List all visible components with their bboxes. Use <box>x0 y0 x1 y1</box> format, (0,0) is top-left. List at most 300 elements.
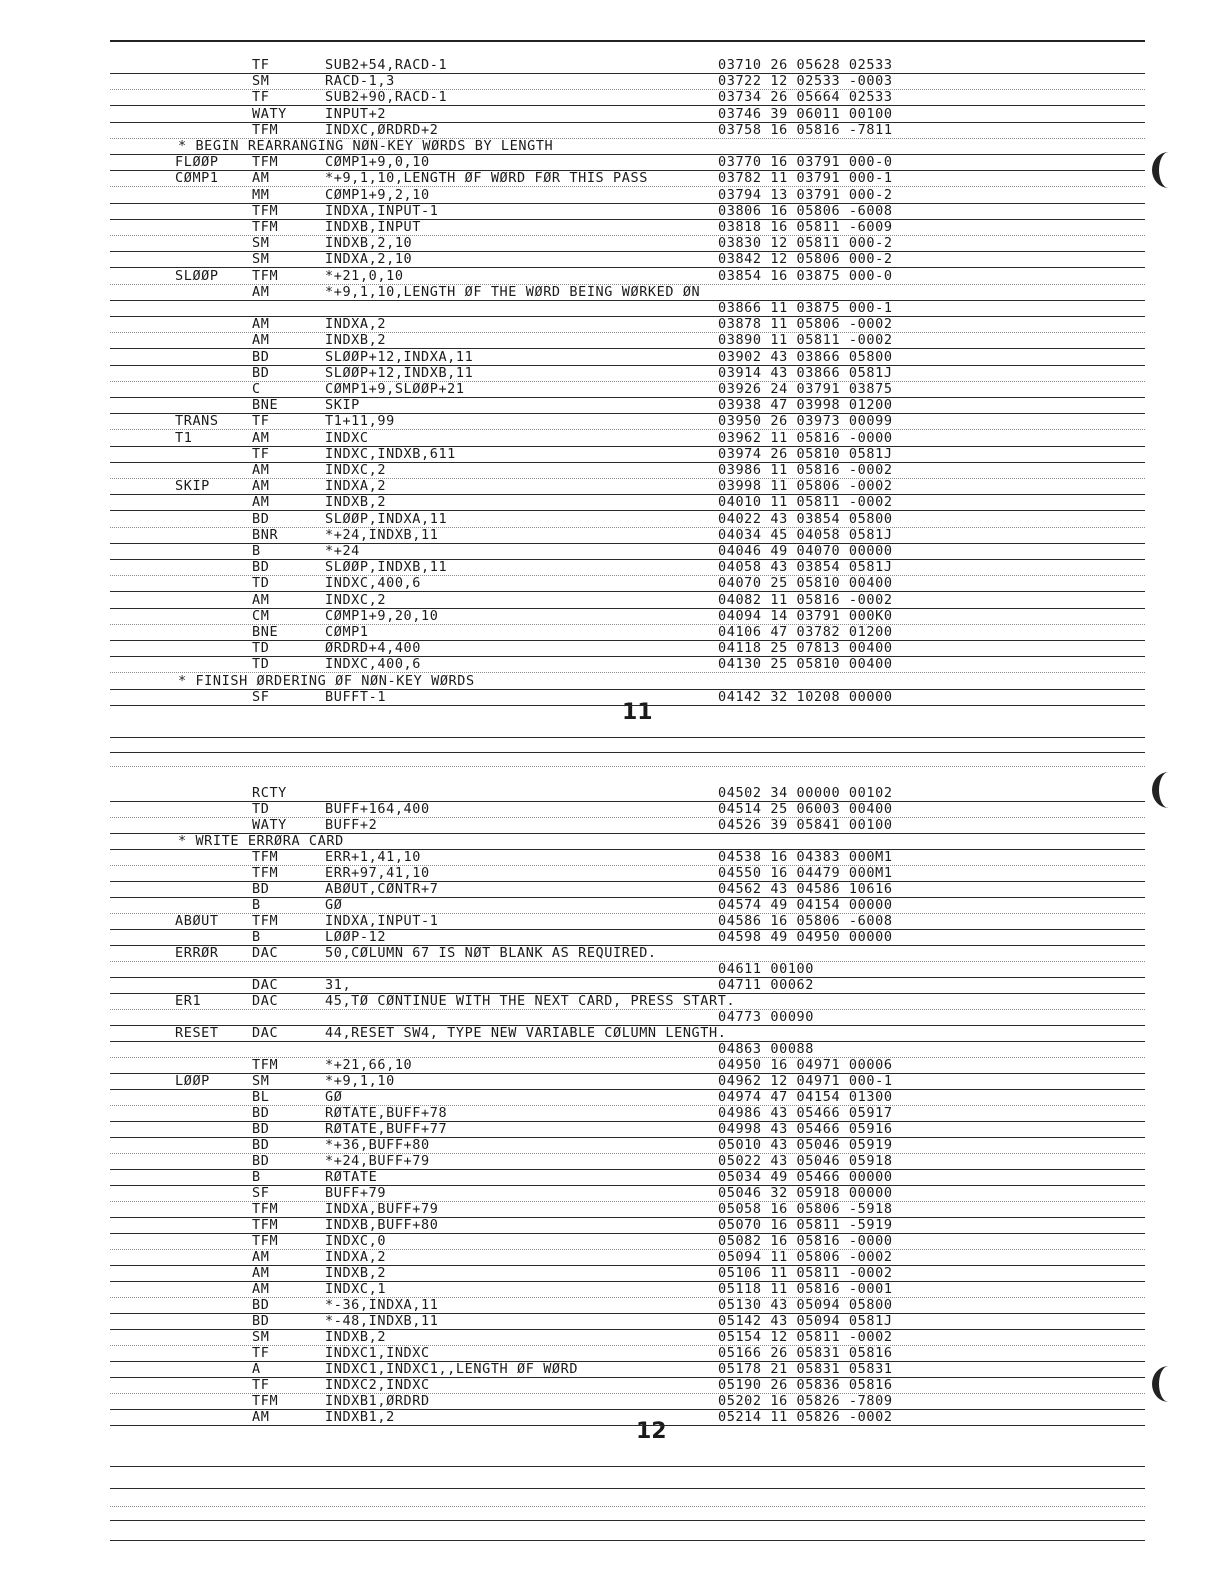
operand-field: BUFF+164,400 <box>325 801 430 817</box>
operand-field: LØØP-12 <box>325 929 387 945</box>
operand-field: INDXC,400,6 <box>325 656 422 673</box>
operand-field: INDXA,2 <box>325 316 387 333</box>
listing-row <box>0 1073 1224 1089</box>
listing-row <box>0 89 1224 105</box>
machine-code-field: 03842 12 05806 000-2 <box>718 251 893 268</box>
label-field: ERRØR <box>175 945 219 961</box>
operand-field: INDXB,2 <box>325 494 387 511</box>
machine-code-field: 05070 16 05811 -5919 <box>718 1217 893 1233</box>
operand-field: *-48,INDXB,11 <box>325 1313 439 1329</box>
opcode-field: AM <box>252 494 270 511</box>
opcode-field: AM <box>252 591 270 608</box>
listing-row <box>0 897 1224 913</box>
machine-code-field: 05094 11 05806 -0002 <box>718 1249 893 1265</box>
listing-row <box>0 1105 1224 1121</box>
operand-field: RØTATE <box>325 1169 378 1185</box>
operand-field: BUFF+79 <box>325 1185 387 1201</box>
listing-row <box>0 993 1224 1009</box>
operand-field: INDXC <box>325 429 369 446</box>
operand-field: INDXB,2 <box>325 1265 387 1281</box>
machine-code-field: 03794 13 03791 000-2 <box>718 186 893 203</box>
opcode-field: BNE <box>252 624 279 640</box>
opcode-field: AM <box>252 1409 270 1425</box>
operand-field: SUB2+54,RACD-1 <box>325 57 448 73</box>
listing-row <box>0 865 1224 881</box>
operand-field: ERR+97,41,10 <box>325 865 430 881</box>
bottom-rule <box>110 1520 1145 1521</box>
opcode-field: BD <box>252 1313 270 1329</box>
machine-code-field: 04070 25 05810 00400 <box>718 575 893 592</box>
comment-line <box>0 673 1224 689</box>
opcode-field: B <box>252 897 261 913</box>
opcode-field: BNE <box>252 397 279 414</box>
operand-field: INDXB,BUFF+80 <box>325 1217 439 1233</box>
machine-code-field: 04974 47 04154 01300 <box>718 1089 893 1105</box>
opcode-field: AM <box>252 170 270 187</box>
operand-field: CØMP1+9,SLØØP+21 <box>325 381 465 397</box>
opcode-field: TFM <box>252 202 279 219</box>
listing-row <box>0 1281 1224 1297</box>
opcode-field: AM <box>252 429 270 446</box>
opcode-field: B <box>252 1169 261 1185</box>
listing-row <box>0 170 1224 186</box>
comment-line <box>0 833 1224 849</box>
listing-row <box>0 559 1224 575</box>
listing-row <box>0 381 1224 397</box>
operand-field: INDXA,INPUT-1 <box>325 913 439 929</box>
operand-field: *+21,66,10 <box>325 1057 413 1073</box>
listing-row <box>0 1297 1224 1313</box>
operand-field: *+21,0,10 <box>325 267 404 284</box>
listing-row <box>0 365 1224 381</box>
listing-row <box>0 527 1224 543</box>
listing-row <box>0 1361 1224 1377</box>
machine-code-field: 03974 26 05810 0581J <box>718 445 893 462</box>
machine-code-field: 05118 11 05816 -0001 <box>718 1281 893 1297</box>
machine-code-field: 05154 12 05811 -0002 <box>718 1329 893 1345</box>
listing-row <box>0 689 1224 705</box>
opcode-field: DAC <box>252 1025 279 1041</box>
listing-row <box>0 785 1224 801</box>
operand-field: *+24 <box>325 543 360 559</box>
operand-field: INPUT+2 <box>325 105 387 122</box>
opcode-field: TFM <box>252 154 279 171</box>
opcode-field: C <box>252 381 261 397</box>
listing-row <box>0 154 1224 170</box>
machine-code-field: 03818 16 05811 -6009 <box>718 219 893 235</box>
operand-field: CØMP1+9,0,10 <box>325 154 430 171</box>
listing-row <box>0 1393 1224 1409</box>
operand-field: INDXA,2 <box>325 1249 387 1265</box>
opcode-field: TFM <box>252 1233 279 1249</box>
listing-row <box>0 1249 1224 1265</box>
machine-code-field: 04598 49 04950 00000 <box>718 929 893 945</box>
opcode-field: WATY <box>252 817 287 833</box>
operand-field: INDXC1,INDXC <box>325 1345 430 1361</box>
machine-code-field: 04962 12 04971 000-1 <box>718 1073 893 1089</box>
machine-code-field: 05142 43 05094 0581J <box>718 1313 893 1329</box>
operand-field: SLØØP+12,INDXA,11 <box>325 348 474 365</box>
operand-field: SLØØP,INDXB,11 <box>325 559 448 576</box>
machine-code-field: 03782 11 03791 000-1 <box>718 170 893 187</box>
operand-field: ERR+1,41,10 <box>325 849 422 865</box>
listing-row <box>0 881 1224 897</box>
operand-field: INDXA,2,10 <box>325 251 413 268</box>
label-field: TRANS <box>175 413 219 430</box>
listing-row <box>0 977 1224 993</box>
operand-field: *+9,1,10 <box>325 1073 395 1089</box>
machine-code-field: 05082 16 05816 -0000 <box>718 1233 893 1249</box>
opcode-field: TFM <box>252 1393 279 1409</box>
machine-code-field: 04526 39 05841 00100 <box>718 817 893 833</box>
machine-code-field: 05202 16 05826 -7809 <box>718 1393 893 1409</box>
top-rule <box>110 40 1145 42</box>
operand-field: RØTATE,BUFF+77 <box>325 1121 448 1137</box>
opcode-field: TF <box>252 413 270 430</box>
opcode-field: SF <box>252 1185 270 1201</box>
listing-row <box>0 300 1224 316</box>
page-number-12: 12 <box>636 1419 667 1444</box>
opcode-field: B <box>252 929 261 945</box>
opcode-field: SM <box>252 235 270 252</box>
operand-field: INDXA,2 <box>325 478 387 495</box>
machine-code-field: 04773 00090 <box>718 1009 815 1025</box>
operand-field: 31, <box>325 977 352 993</box>
operand-field: INDXB,2 <box>325 1329 387 1345</box>
opcode-field: TFM <box>252 849 279 865</box>
opcode-field: AM <box>252 462 270 478</box>
label-field: RESET <box>175 1025 219 1041</box>
machine-code-field: 04550 16 04479 000M1 <box>718 865 893 881</box>
opcode-field: TD <box>252 640 270 657</box>
listing-row <box>0 413 1224 429</box>
listing-row <box>0 397 1224 413</box>
machine-code-field: 04950 16 04971 00006 <box>718 1057 893 1073</box>
machine-code-field: 03890 11 05811 -0002 <box>718 332 893 349</box>
operand-field: SLØØP,INDXA,11 <box>325 510 448 527</box>
comment-text: * BEGIN REARRANGING NØN-KEY WØRDS BY LENGTH <box>178 138 554 154</box>
listing-row <box>0 235 1224 251</box>
machine-code-field: 04058 43 03854 0581J <box>718 559 893 576</box>
machine-code-field: 04130 25 05810 00400 <box>718 656 893 673</box>
bottom-rule <box>110 1466 1145 1467</box>
opcode-field: DAC <box>252 977 279 993</box>
machine-code-field: 03986 11 05816 -0002 <box>718 462 893 478</box>
machine-code-field: 04538 16 04383 000M1 <box>718 849 893 865</box>
opcode-field: SM <box>252 73 270 90</box>
machine-code-field: 04711 00062 <box>718 977 815 993</box>
opcode-field: SM <box>252 1073 270 1089</box>
listing-row <box>0 913 1224 929</box>
machine-code-field: 04094 14 03791 000K0 <box>718 607 893 624</box>
listing-row <box>0 1217 1224 1233</box>
opcode-field: AM <box>252 332 270 349</box>
comment-text: * FINISH ØRDERING ØF NØN-KEY WØRDS <box>178 672 475 689</box>
opcode-field: WATY <box>252 105 287 122</box>
listing-row <box>0 511 1224 527</box>
operand-field: *+36,BUFF+80 <box>325 1137 430 1153</box>
opcode-field: BD <box>252 1153 270 1169</box>
operand-field: GØ <box>325 1089 343 1105</box>
label-field: ER1 <box>175 993 202 1009</box>
opcode-field: AM <box>252 1249 270 1265</box>
operand-field: 50,CØLUMN 67 IS NØT BLANK AS REQUIRED. <box>325 945 657 961</box>
machine-code-field: 05058 16 05806 -5918 <box>718 1201 893 1217</box>
listing-row <box>0 73 1224 89</box>
listing-row <box>0 1329 1224 1345</box>
operand-field: INDXC1,INDXC1,,LENGTH ØF WØRD <box>325 1361 579 1377</box>
listing-row <box>0 945 1224 961</box>
listing-row <box>0 446 1224 462</box>
machine-code-field: 03878 11 05806 -0002 <box>718 316 893 333</box>
listing-row <box>0 1409 1224 1425</box>
listing-row <box>0 494 1224 510</box>
operand-field: 45,TØ CØNTINUE WITH THE NEXT CARD, PRESS START. <box>325 993 736 1009</box>
section-divider <box>110 766 1145 767</box>
opcode-field: SM <box>252 1329 270 1345</box>
opcode-field: TF <box>252 89 270 106</box>
machine-code-field: 04986 43 05466 05917 <box>718 1105 893 1121</box>
listing-row <box>0 122 1224 138</box>
opcode-field: AM <box>252 1281 270 1297</box>
operand-field: *+24,BUFF+79 <box>325 1153 430 1169</box>
machine-code-field: 04046 49 04070 00000 <box>718 543 893 559</box>
machine-code-field: 05022 43 05046 05918 <box>718 1153 893 1169</box>
listing-row <box>0 849 1224 865</box>
comment-line <box>0 138 1224 154</box>
operand-field: ØRDRD+4,400 <box>325 640 422 657</box>
opcode-field: MM <box>252 186 270 203</box>
opcode-field: TF <box>252 445 270 462</box>
machine-code-field: 04611 00100 <box>718 961 815 977</box>
machine-code-field: 03758 16 05816 -7811 <box>718 121 893 138</box>
machine-code-field: 04022 43 03854 05800 <box>718 510 893 527</box>
label-field: SLØØP <box>175 267 219 284</box>
operand-field: INDXC,0 <box>325 1233 387 1249</box>
listing-row <box>0 817 1224 833</box>
listing-row <box>0 1313 1224 1329</box>
opcode-field: BD <box>252 1137 270 1153</box>
machine-code-field: 05034 49 05466 00000 <box>718 1169 893 1185</box>
operand-field: RACD-1,3 <box>325 73 395 90</box>
operand-field: INDXC,400,6 <box>325 575 422 592</box>
page-number-11: 11 <box>622 700 653 725</box>
listing-row <box>0 608 1224 624</box>
operand-field: *+24,INDXB,11 <box>325 526 439 543</box>
machine-code-field: 04574 49 04154 00000 <box>718 897 893 913</box>
machine-code-field: 03950 26 03973 00099 <box>718 413 893 430</box>
listing-row <box>0 1009 1224 1025</box>
label-field: LØØP <box>175 1073 210 1089</box>
machine-code-field: 05106 11 05811 -0002 <box>718 1265 893 1281</box>
listing-row <box>0 656 1224 672</box>
opcode-field: TFM <box>252 267 279 284</box>
operand-field: INDXB,INPUT <box>325 219 422 235</box>
operand-field: INDXB,2 <box>325 332 387 349</box>
label-field: CØMP1 <box>175 170 219 187</box>
operand-field: SLØØP+12,INDXB,11 <box>325 364 474 381</box>
listing-row <box>0 462 1224 478</box>
listing-row <box>0 349 1224 365</box>
opcode-field: AM <box>252 478 270 495</box>
listing-row <box>0 1201 1224 1217</box>
opcode-field: TF <box>252 1377 270 1393</box>
opcode-field: BNR <box>252 526 279 543</box>
opcode-field: TFM <box>252 219 279 235</box>
machine-code-field: 03710 26 05628 02533 <box>718 57 893 73</box>
machine-code-field: 05190 26 05836 05816 <box>718 1377 893 1393</box>
opcode-field: BD <box>252 348 270 365</box>
machine-code-field: 03962 11 05816 -0000 <box>718 429 893 446</box>
opcode-field: TF <box>252 1345 270 1361</box>
opcode-field: TF <box>252 57 270 73</box>
listing-row <box>0 961 1224 977</box>
machine-code-field: 05046 32 05918 00000 <box>718 1185 893 1201</box>
opcode-field: A <box>252 1361 261 1377</box>
machine-code-field: 03770 16 03791 000-0 <box>718 154 893 171</box>
opcode-field: TD <box>252 801 270 817</box>
opcode-field: DAC <box>252 945 279 961</box>
operand-field: INDXC,1 <box>325 1281 387 1297</box>
operand-field: CØMP1+9,2,10 <box>325 186 430 203</box>
listing-row <box>0 1233 1224 1249</box>
listing-row <box>0 1025 1224 1041</box>
opcode-field: BD <box>252 881 270 897</box>
listing-row <box>0 1153 1224 1169</box>
listing-row <box>0 640 1224 656</box>
opcode-field: BD <box>252 1297 270 1313</box>
listing-row <box>0 801 1224 817</box>
row-rule <box>110 1425 1145 1426</box>
operand-field: INDXC,2 <box>325 591 387 608</box>
operand-field: SUB2+90,RACD-1 <box>325 89 448 106</box>
listing-row <box>0 284 1224 300</box>
label-field: T1 <box>175 429 193 446</box>
listing-row <box>0 203 1224 219</box>
operand-field: INDXC2,INDXC <box>325 1377 430 1393</box>
machine-code-field: 04034 45 04058 0581J <box>718 526 893 543</box>
opcode-field: BL <box>252 1089 270 1105</box>
machine-code-field: 04998 43 05466 05916 <box>718 1121 893 1137</box>
opcode-field: AM <box>252 1265 270 1281</box>
operand-field: INDXB1,ØRDRD <box>325 1393 430 1409</box>
listing-row <box>0 1377 1224 1393</box>
listing-row <box>0 592 1224 608</box>
opcode-field: BD <box>252 1121 270 1137</box>
opcode-field: BD <box>252 510 270 527</box>
listing-row <box>0 316 1224 332</box>
machine-code-field: 05214 11 05826 -0002 <box>718 1409 893 1425</box>
machine-code-field: 03866 11 03875 000-1 <box>718 300 893 316</box>
machine-code-field: 04562 43 04586 10616 <box>718 881 893 897</box>
listing-row <box>0 187 1224 203</box>
listing-row <box>0 929 1224 945</box>
machine-code-field: 04502 34 00000 00102 <box>718 785 893 801</box>
operand-field: CØMP1+9,20,10 <box>325 607 439 624</box>
opcode-field: AM <box>252 316 270 333</box>
operand-field: INDXA,INPUT-1 <box>325 202 439 219</box>
opcode-field: TFM <box>252 1201 279 1217</box>
listing-row <box>0 478 1224 494</box>
listing-row <box>0 219 1224 235</box>
machine-code-field: 03722 12 02533 -0003 <box>718 73 893 90</box>
operand-field: ABØUT,CØNTR+7 <box>325 881 439 897</box>
listing-row <box>0 1057 1224 1073</box>
operand-field: *-36,INDXA,11 <box>325 1297 439 1313</box>
operand-field: 44,RESET SW4, TYPE NEW VARIABLE CØLUMN LENGTH. <box>325 1025 727 1041</box>
opcode-field: TFM <box>252 1057 279 1073</box>
listing-row <box>0 543 1224 559</box>
machine-code-field: 03914 43 03866 0581J <box>718 364 893 381</box>
machine-code-field: 03806 16 05806 -6008 <box>718 202 893 219</box>
machine-code-field: 03746 39 06011 00100 <box>718 105 893 122</box>
row-rule <box>110 705 1145 706</box>
machine-code-field: 05010 43 05046 05919 <box>718 1137 893 1153</box>
machine-code-field: 05178 21 05831 05831 <box>718 1361 893 1377</box>
opcode-field: TFM <box>252 865 279 881</box>
listing-row <box>0 1169 1224 1185</box>
operand-field: *+9,1,10,LENGTH ØF WØRD FØR THIS PASS <box>325 170 648 187</box>
operand-field: INDXC,INDXB,611 <box>325 445 456 462</box>
listing-row <box>0 332 1224 348</box>
label-field: SKIP <box>175 478 210 495</box>
listing-row <box>0 106 1224 122</box>
listing-row <box>0 268 1224 284</box>
machine-code-field: 04142 32 10208 00000 <box>718 688 893 705</box>
operand-field: GØ <box>325 897 343 913</box>
listing-row <box>0 1041 1224 1057</box>
listing-row <box>0 57 1224 73</box>
machine-code-field: 04586 16 05806 -6008 <box>718 913 893 929</box>
comment-text: * WRITE ERRØRA CARD <box>178 833 344 849</box>
machine-code-field: 03926 24 03791 03875 <box>718 381 893 397</box>
opcode-field: SM <box>252 251 270 268</box>
listing-row <box>0 1265 1224 1281</box>
machine-code-field: 03902 43 03866 05800 <box>718 348 893 365</box>
opcode-field: BD <box>252 559 270 576</box>
bottom-rule <box>110 1506 1145 1507</box>
listing-row <box>0 1089 1224 1105</box>
operand-field: RØTATE,BUFF+78 <box>325 1105 448 1121</box>
listing-row <box>0 251 1224 267</box>
label-field: ABØUT <box>175 913 219 929</box>
machine-code-field: 03938 47 03998 01200 <box>718 397 893 414</box>
operand-field: BUFFT-1 <box>325 688 387 705</box>
machine-code-field: 04514 25 06003 00400 <box>718 801 893 817</box>
operand-field: INDXC,ØRDRD+2 <box>325 121 439 138</box>
bottom-rule <box>110 1540 1145 1541</box>
machine-code-field: 05166 26 05831 05816 <box>718 1345 893 1361</box>
label-field: FLØØP <box>175 154 219 171</box>
listing-row <box>0 1121 1224 1137</box>
section-divider <box>110 752 1145 753</box>
opcode-field: TFM <box>252 121 279 138</box>
machine-code-field: 05130 43 05094 05800 <box>718 1297 893 1313</box>
opcode-field: TFM <box>252 1217 279 1233</box>
opcode-field: TD <box>252 656 270 673</box>
operand-field: *+9,1,10,LENGTH ØF THE WØRD BEING WØRKED ØN <box>325 283 701 300</box>
operand-field: T1+11,99 <box>325 413 395 430</box>
listing-row <box>0 624 1224 640</box>
operand-field: INDXB1,2 <box>325 1409 395 1425</box>
machine-code-field: 04106 47 03782 01200 <box>718 624 893 640</box>
opcode-field: CM <box>252 607 270 624</box>
operand-field: INDXB,2,10 <box>325 235 413 252</box>
section-divider <box>110 737 1145 738</box>
opcode-field: SF <box>252 688 270 705</box>
opcode-field: BD <box>252 364 270 381</box>
machine-code-field: 03854 16 03875 000-0 <box>718 267 893 284</box>
